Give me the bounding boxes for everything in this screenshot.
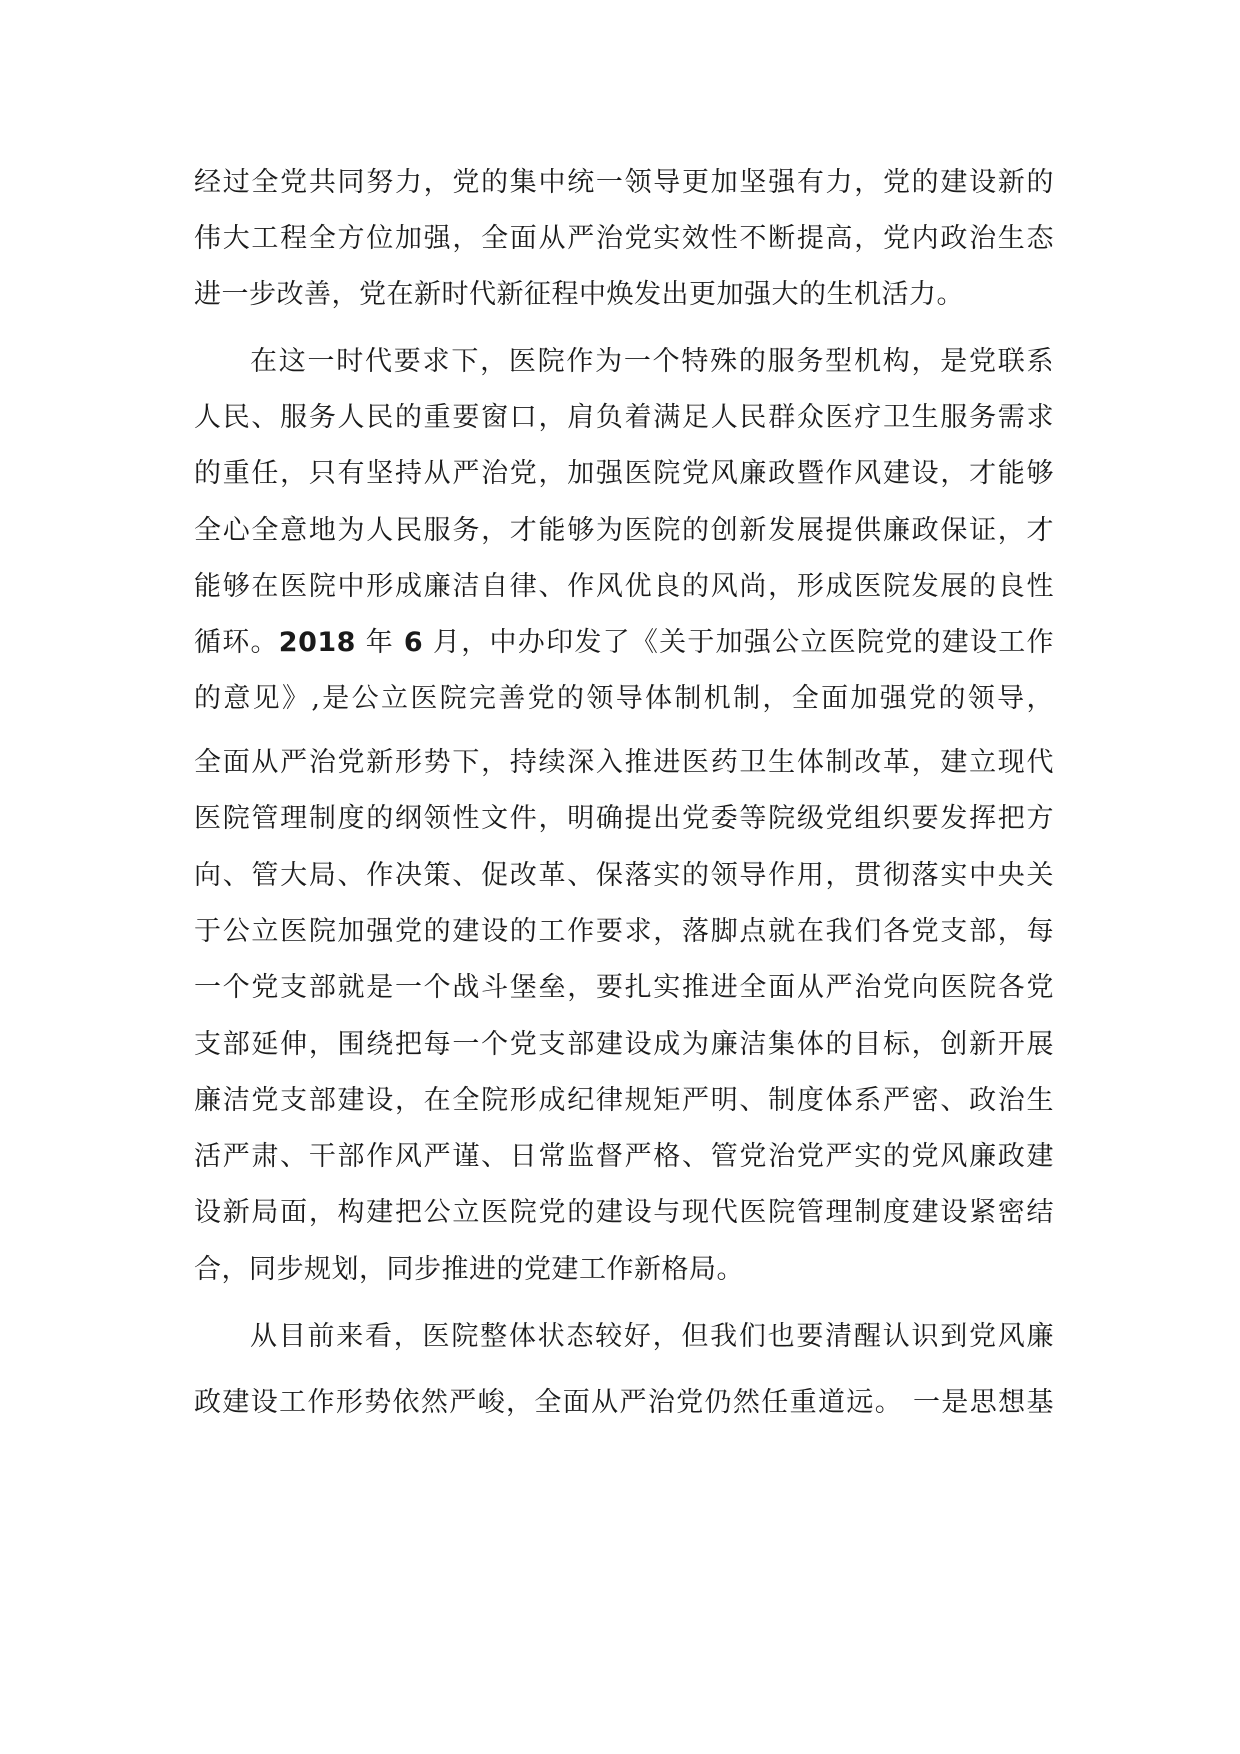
text-line-13: 向、管大局、作决策、促改革、保落实的领导作用，贯彻落实中央关 <box>194 860 1054 891</box>
text-line-11: 全面从严治党新形势下，持续深入推进医药卫生体制改革，建立现代 <box>194 747 1054 778</box>
text-line-21: 从目前来看，医院整体状态较好，但我们也要清醒认识到党风廉 <box>250 1321 1054 1352</box>
text-line-3: 进一步改善，党在新时代新征程中焕发出更加强大的生机活力。 <box>194 279 964 310</box>
number-text: 2018 <box>278 627 356 658</box>
text-line-12: 医院管理制度的纲领性文件，明确提出党委等院级党组织要发挥把方 <box>194 803 1054 834</box>
text-line-2: 伟大工程全方位加强，全面从严治党实效性不断提高，党内政治生态 <box>194 223 1054 254</box>
text-line-1: 经过全党共同努力，党的集中统一领导更加坚强有力，党的建设新的 <box>194 167 1054 198</box>
text-line-4: 在这一时代要求下，医院作为一个特殊的服务型机构，是党联系 <box>250 346 1054 377</box>
number-text: 6 <box>403 627 424 658</box>
text-line-9: 循环。2018 年 6 月，中办印发了《关于加强公立医院党的建设工作 <box>194 627 1054 658</box>
text-line-8: 能够在医院中形成廉洁自律、作风优良的风尚，形成医院发展的良性 <box>194 571 1054 602</box>
text-line-5: 人民、服务人民的重要窗口，肩负着满足人民群众医疗卫生服务需求 <box>194 402 1054 433</box>
text-line-17: 廉洁党支部建设，在全院形成纪律规矩严明、制度体系严密、政治生 <box>194 1085 1054 1116</box>
text-line-14: 于公立医院加强党的建设的工作要求，落脚点就在我们各党支部，每 <box>194 916 1054 947</box>
text-line-15: 一个党支部就是一个战斗堡垒，要扎实推进全面从严治党向医院各党 <box>194 972 1054 1003</box>
text-line-6: 的重任，只有坚持从严治党，加强医院党风廉政暨作风建设，才能够 <box>194 458 1054 489</box>
text-line-18: 活严肃、干部作风严谨、日常监督严格、管党治党严实的党风廉政建 <box>194 1141 1054 1172</box>
text-line-20: 合，同步规划，同步推进的党建工作新格局。 <box>194 1254 744 1285</box>
text-line-16: 支部延伸，围绕把每一个党支部建设成为廉洁集体的目标，创新开展 <box>194 1029 1054 1060</box>
text-line-19: 设新局面，构建把公立医院党的建设与现代医院管理制度建设紧密结 <box>194 1197 1054 1228</box>
text-line-10: 的意见》,是公立医院完善党的领导体制机制，全面加强党的领导， <box>194 683 1054 714</box>
text-line-22: 政建设工作形势依然严峻，全面从严治党仍然任重道远。 一是思想基 <box>194 1387 1054 1418</box>
text-line-7: 全心全意地为人民服务，才能够为医院的创新发展提供廉政保证，才 <box>194 515 1054 546</box>
